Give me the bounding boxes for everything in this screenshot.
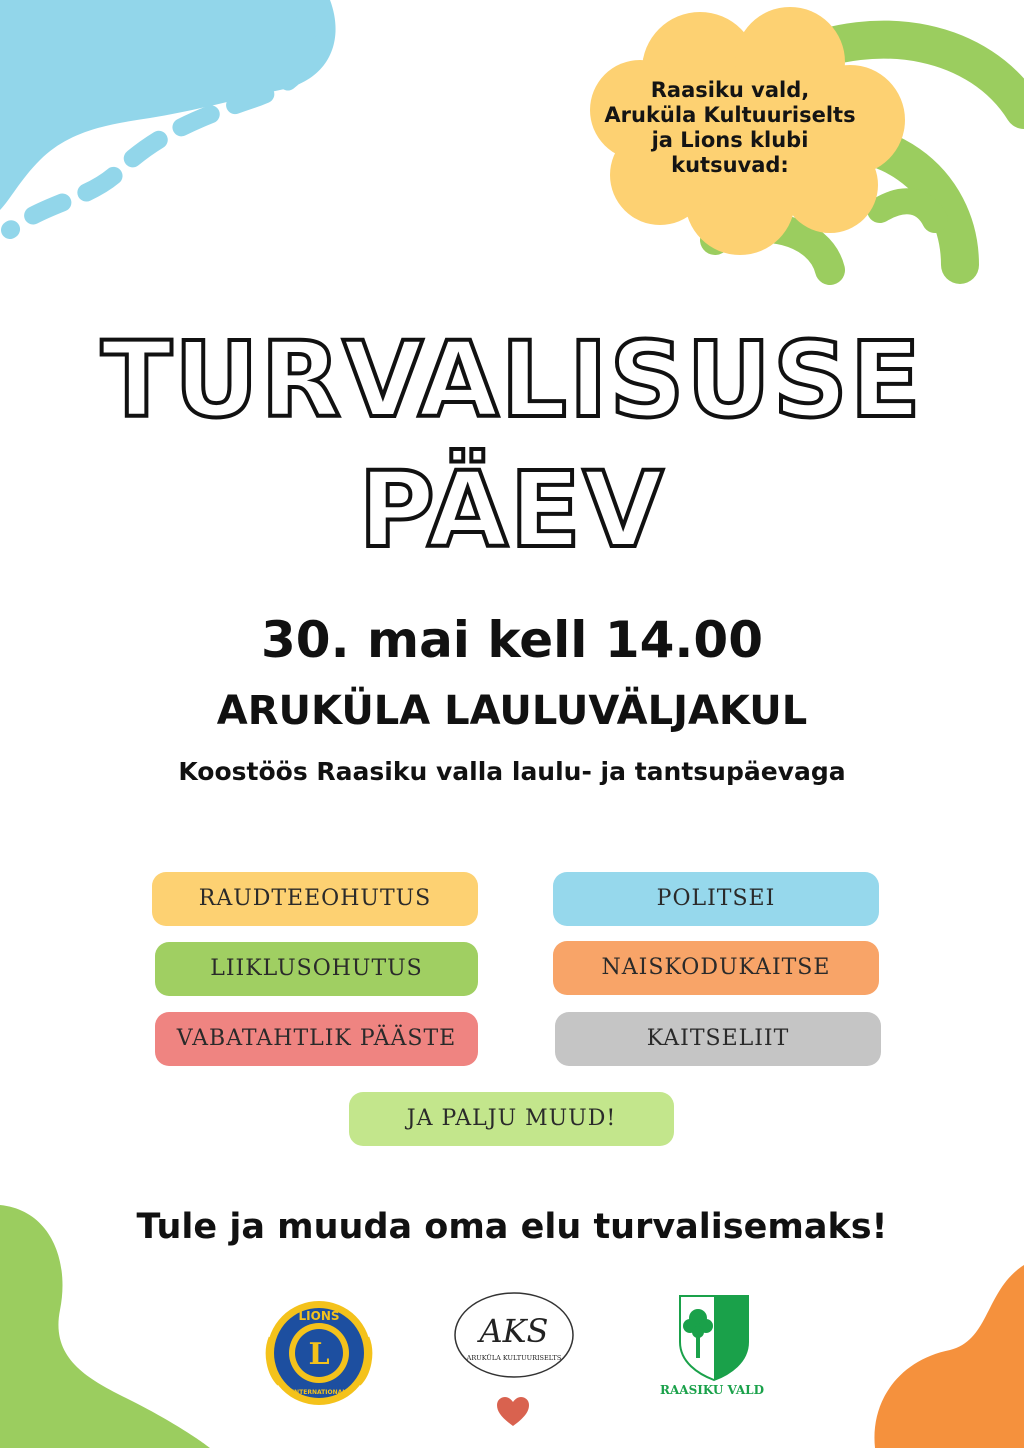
organizers-line: ja Lions klubi (651, 128, 809, 152)
event-date-time: 30. mai kell 14.00 (260, 611, 764, 669)
organizers-text (590, 78, 870, 178)
page-title-line2: PÄEV (358, 449, 666, 571)
orange-blob-shape (874, 1265, 1024, 1448)
activity-pill-kaitseliit: KAITSELIIT (555, 1012, 881, 1066)
lions-logo-top-text: LIONS (298, 1309, 340, 1323)
aks-logo-monogram: AKS (479, 1312, 549, 1350)
activity-pill-vabatahtlik-paaste: VABATAHTLIK PÄÄSTE (155, 1012, 478, 1066)
aks-logo-caption: ARUKÜLA KULTUURISELTS (466, 1354, 562, 1362)
activity-pill-naiskodukaitse: NAISKODUKAITSE (553, 941, 879, 995)
lions-logo-letter: L (308, 1337, 330, 1372)
lions-logo (264, 1298, 374, 1408)
page-title-line1: TURVALISUSE (101, 319, 923, 441)
organizers-line: Raasiku vald, (650, 78, 810, 102)
activity-pill-raudteeohutus: RAUDTEEOHUTUS (152, 872, 478, 926)
organizers-line: Aruküla Kultuuriselts (604, 103, 856, 127)
event-location: ARUKÜLA LAULUVÄLJAKUL (216, 688, 808, 734)
blue-river-shape (0, 0, 336, 210)
green-arc-small (880, 201, 935, 220)
activity-pill-liiklusohutus: LIIKLUSOHUTUS (155, 942, 478, 996)
event-cooperation: Koostöös Raasiku valla laulu- ja tantsupäevaga (178, 757, 846, 786)
slogan-text: Tule ja muuda oma elu turvalisemaks! (136, 1207, 888, 1247)
heart-icon (496, 1396, 530, 1428)
activity-pill-politsei: POLITSEI (553, 872, 879, 926)
lions-logo-bottom-text: INTERNATIONAL (291, 1389, 347, 1396)
aks-logo (452, 1290, 576, 1380)
raasiku-logo (640, 1292, 785, 1400)
activity-pill-ja-palju-muud: JA PALJU MUUD! (349, 1092, 674, 1146)
raasiku-logo-caption: RAASIKU VALD (659, 1383, 765, 1397)
organizers-line: kutsuvad: (671, 153, 789, 177)
